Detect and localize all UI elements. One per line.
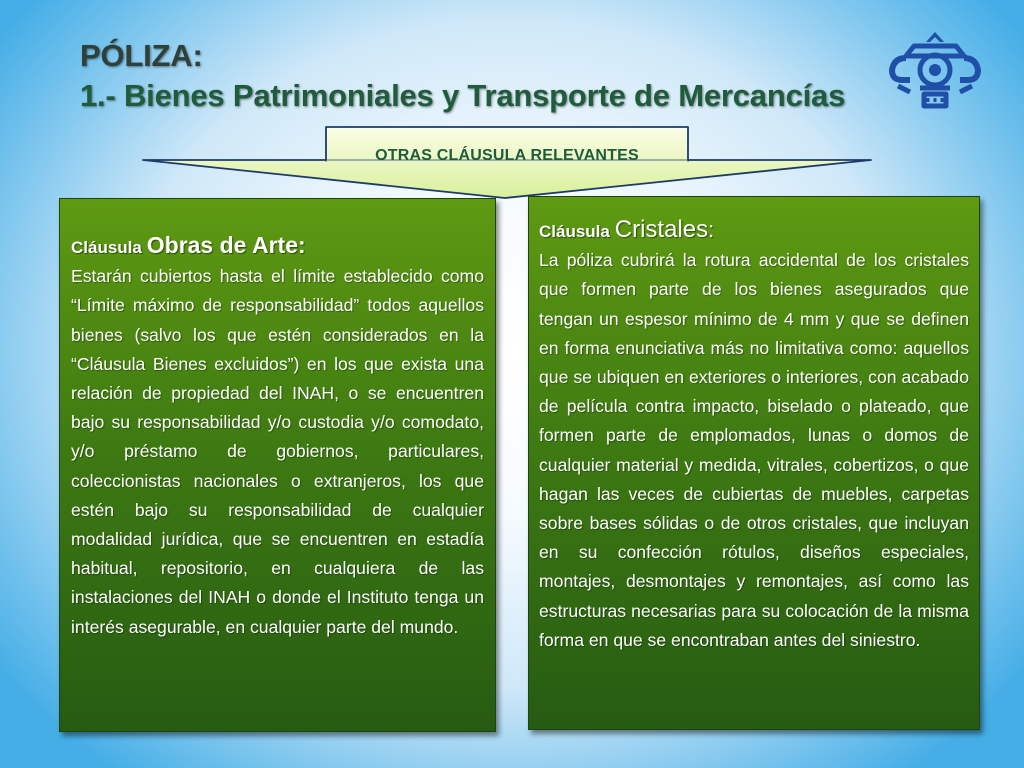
banner-arrow (0, 0, 1024, 210)
card-obras-de-arte (59, 198, 496, 732)
card-heading-main: Obras de Arte: (146, 232, 306, 258)
title-line-poliza: PÓLIZA: (80, 38, 203, 73)
title-line-subject: 1.- Bienes Patrimoniales y Transporte de Mercancías (80, 78, 846, 113)
card-cristales (528, 196, 980, 730)
card-heading-main: Cristales (614, 216, 709, 243)
card-heading-prefix: Cláusula (539, 222, 610, 241)
card-body-text: La póliza cubrirá la rotura accidental de los cristales que formen parte de los bienes asegurados que tengan un espesor mínimo de 4 mm y que se definen en forma enunciativa más no limitativa como: aquellos que se ubiquen en exteriores o interiores, con acabado de película contra impacto, biselado o plateado, que formen parte de emplomados, lunas o domos de cualquier material y medida, vitrales, cobertizos, o que hagan las veces de cubiertas de muebles, carpetas sobre bases sólidas o de otros cristales, que incluyan en su confección rótulos, diseños especiales, montajes, desmontajes y remontajes, así como las estructuras necesarias para su colocación de la misma forma en que se encontraban antes del siniestro. (539, 250, 969, 650)
banner-label: OTRAS CLÁUSULA RELEVANTES (375, 147, 639, 164)
card-heading (71, 231, 484, 262)
card-heading-prefix: Cláusula (71, 238, 142, 257)
card-body-text: Estarán cubiertos hasta el límite establecido como “Límite máximo de responsabilidad” todos aquellos bienes (salvo los que estén considerados en la “Cláusula Bienes excluidos”) en los que exista una relación de propiedad del INAH, o se encuentren bajo su responsabilidad y/o custodia y/o comodato, y/o préstamo de gobiernos, particulares, coleccionistas nacionales o extranjeros, los que estén bajo su responsabilidad de cualquier modalidad jurídica, que se encuentren en estadía habitual, repositorio, en cualquiera de las instalaciones del INAH o donde el Instituto tenga un interés asegurable, en cualquier parte del mundo. (71, 266, 484, 637)
card-heading-colon: : (708, 217, 715, 242)
card-heading (539, 215, 969, 246)
